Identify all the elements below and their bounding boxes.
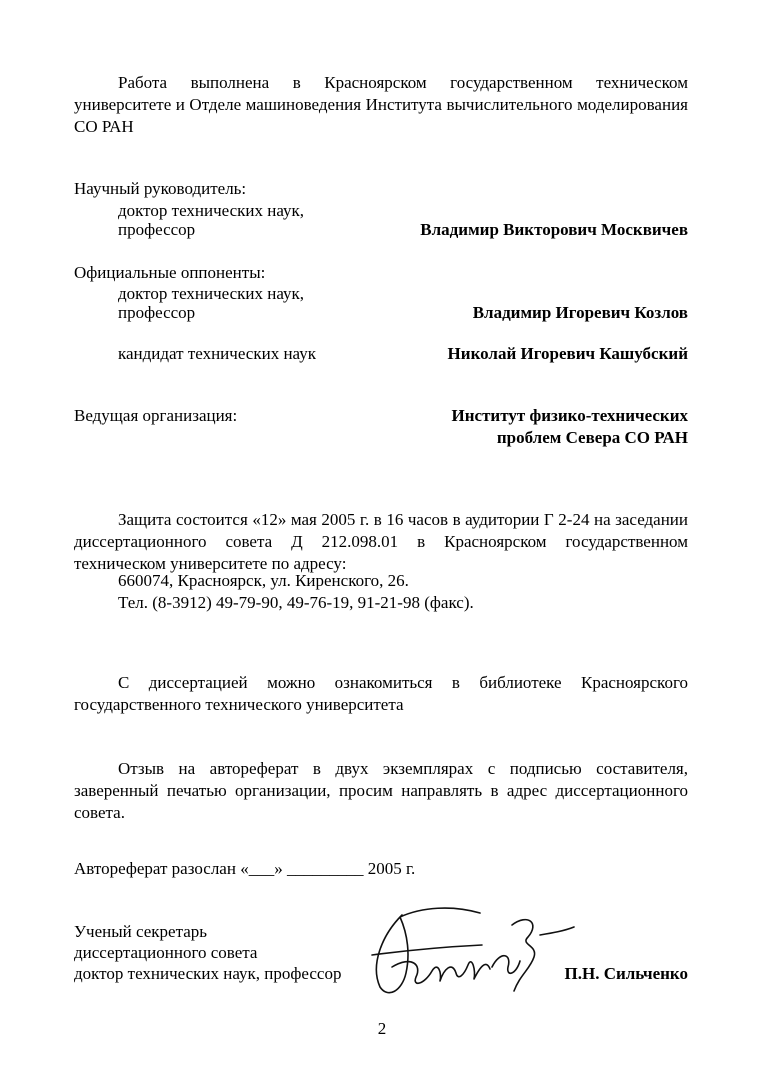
lead-org-line1: Институт физико-технических (451, 406, 688, 425)
review-paragraph: Отзыв на автореферат в двух экземплярах с подписью составителя, заверенный печатью организации, просим направлять в адрес диссертационного совета. (74, 759, 688, 822)
opponent-2-name: Николай Игоревич Кашубский (447, 344, 688, 363)
opponent-1-degree: доктор технических наук, (118, 284, 305, 303)
page-number: 2 (377, 1019, 387, 1038)
lead-org-heading: Ведущая организация: (74, 406, 238, 425)
secretary-line1: Ученый секретарь (74, 922, 208, 941)
defense-address: 660074, Красноярск, ул. Киренского, 26. (118, 571, 409, 590)
defense-paragraph: Защита состоится «12» мая 2005 г. в 16 часов в аудитории Г 2-24 на заседании диссертационного совета Д 212.098.01 в Красноярском государственном техническом университете по адресу: (74, 510, 688, 573)
library-paragraph: С диссертацией можно ознакомиться в библиотеке Красноярского государственного технического университета (74, 673, 688, 714)
lead-org-line2: проблем Севера СО РАН (496, 428, 688, 447)
defense-phones: Тел. (8-3912) 49-79-90, 49-76-19, 91-21-98 (факс). (118, 593, 474, 612)
opponent-1-name: Владимир Игоревич Козлов (472, 303, 688, 322)
handwritten-signature (362, 895, 577, 1005)
secretary-name: П.Н. Сильченко (564, 964, 688, 983)
supervisor-title: профессор (118, 220, 196, 239)
supervisor-degree: доктор технических наук, (118, 201, 305, 220)
opponent-1-title: профессор (118, 303, 196, 322)
mailed-line: Автореферат разослан «___» _________ 2005 г. (74, 859, 416, 878)
opponent-2-degree: кандидат технических наук (118, 344, 316, 363)
secretary-line3: доктор технических наук, профессор (74, 964, 342, 983)
secretary-line2: диссертационного совета (74, 943, 258, 962)
supervisor-name: Владимир Викторович Москвичев (420, 220, 688, 239)
opponents-heading: Официальные оппоненты: (74, 263, 266, 282)
supervisor-heading: Научный руководитель: (74, 179, 247, 198)
intro-paragraph: Работа выполнена в Красноярском государственном техническом университете и Отделе машиноведения Института вычислительного моделирования СО РАН (74, 73, 688, 136)
